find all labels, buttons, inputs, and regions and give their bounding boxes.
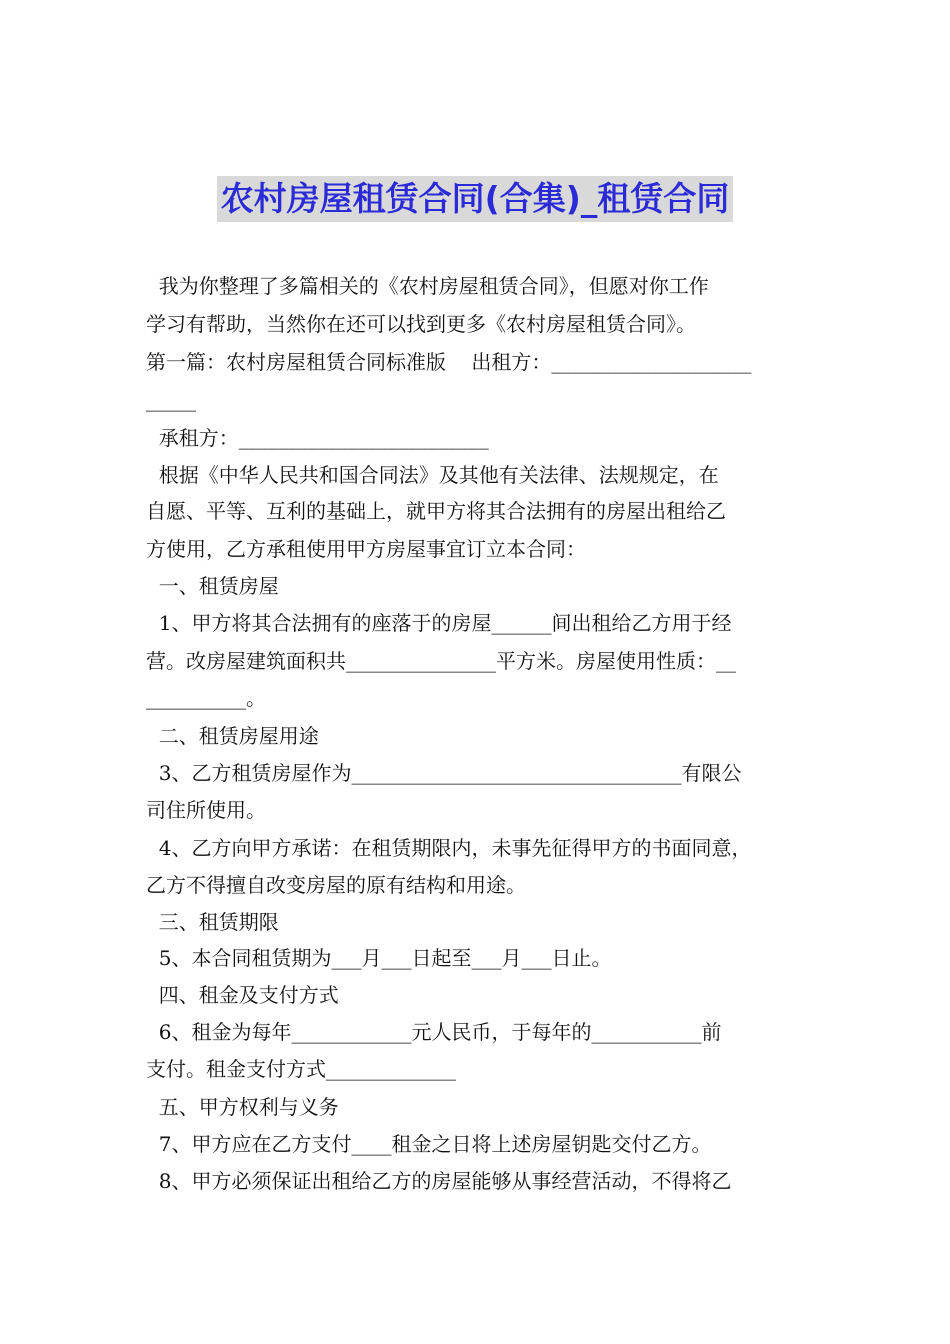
body-line: 1、甲方将其合法拥有的座落于的房屋______间出租给乙方用于经 bbox=[146, 611, 732, 635]
body-line: 承租方：_________________________ bbox=[146, 426, 489, 450]
body-line: 自愿、平等、互利的基础上，就甲方将其合法拥有的房屋出租给乙 bbox=[146, 499, 726, 523]
body-line: 营。改房屋建筑面积共_______________平方米。房屋使用性质：__ bbox=[146, 649, 736, 673]
body-line: 乙方不得擅自改变房屋的原有结构和用途。 bbox=[146, 873, 526, 897]
body-line: 5、本合同租赁期为___月___日起至___月___日止。 bbox=[146, 946, 612, 970]
body-line: 司住所使用。 bbox=[146, 798, 266, 822]
body-line: __________。 bbox=[146, 686, 266, 710]
body-line: 我为你整理了多篇相关的《农村房屋租赁合同》，但愿对你工作 bbox=[146, 274, 709, 298]
body-line: 方使用，乙方承租使用甲方房屋事宜订立本合同： bbox=[146, 537, 586, 561]
body-line: 4、乙方向甲方承诺：在租赁期限内，未事先征得甲方的书面同意， bbox=[146, 836, 752, 860]
body-line: 8、甲方必须保证出租给乙方的房屋能够从事经营活动，不得将乙 bbox=[146, 1169, 732, 1193]
body-line: 第一篇：农村房屋租赁合同标准版 出租方：____________________ bbox=[146, 350, 752, 374]
body-line: 四、租金及支付方式 bbox=[146, 983, 339, 1007]
body-line: 3、乙方租赁房屋作为_________________________________有限公 bbox=[146, 761, 742, 785]
body-line: 根据《中华人民共和国合同法》及其他有关法律、法规规定，在 bbox=[146, 463, 719, 487]
body-line: 支付。租金支付方式_____________ bbox=[146, 1057, 456, 1081]
body-line: _____ bbox=[146, 388, 196, 412]
body-line: 三、租赁期限 bbox=[146, 910, 279, 934]
body-line: 7、甲方应在乙方支付____租金之日将上述房屋钥匙交付乙方。 bbox=[146, 1132, 712, 1156]
body-line: 一、租赁房屋 bbox=[146, 574, 279, 598]
document-title: 农村房屋租赁合同(合集)_租赁合同 bbox=[217, 176, 734, 222]
body-line: 学习有帮助，当然你在还可以找到更多《农村房屋租赁合同》。 bbox=[146, 312, 696, 336]
body-line: 五、甲方权利与义务 bbox=[146, 1095, 339, 1119]
body-line: 6、租金为每年____________元人民币，于每年的___________前 bbox=[146, 1020, 722, 1044]
body-line: 二、租赁房屋用途 bbox=[146, 724, 319, 748]
title-block bbox=[0, 176, 950, 222]
